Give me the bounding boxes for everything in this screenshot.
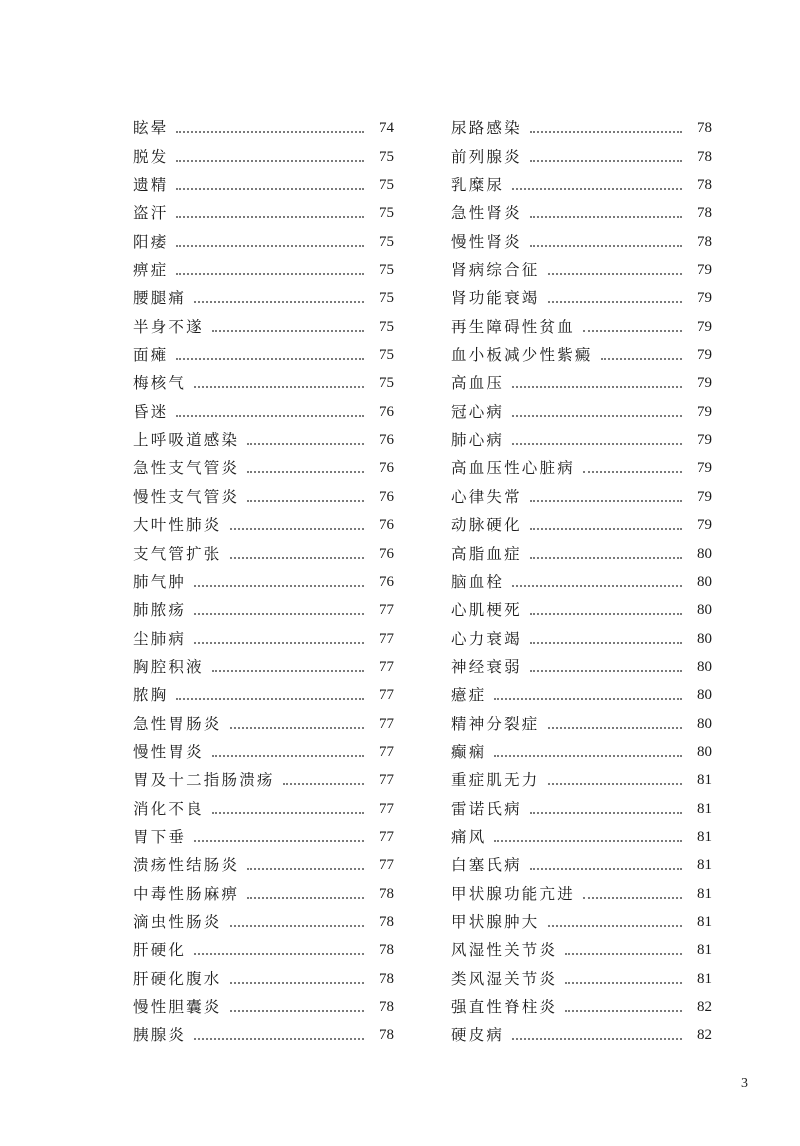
toc-entry-page: 79: [697, 403, 712, 420]
toc-entry-page: 75: [379, 347, 394, 364]
toc-entry-title: 痛风: [451, 827, 487, 846]
dot-leader: [530, 613, 682, 615]
toc-entry-page: 81: [697, 970, 712, 987]
toc-column-left: [133, 113, 394, 1048]
toc-entry[interactable]: [451, 481, 712, 509]
toc-entry-title: 肾病综合征: [451, 261, 540, 280]
toc-entry-title: 眩晕: [133, 119, 169, 138]
toc-entry-page: 76: [379, 545, 394, 562]
toc-entry[interactable]: [451, 680, 712, 708]
toc-entry[interactable]: [451, 368, 712, 396]
dot-leader: [176, 131, 364, 133]
toc-entry-page: 74: [379, 120, 394, 137]
toc-entry-page: 80: [697, 715, 712, 732]
toc-entry-title: 肺心病: [451, 431, 505, 450]
dot-leader: [583, 330, 682, 332]
toc-entry-title: 肺脓疡: [133, 601, 187, 620]
toc-entry[interactable]: [451, 170, 712, 198]
toc-entry-title: 精神分裂症: [451, 714, 540, 733]
dot-leader: [512, 415, 682, 417]
toc-entry[interactable]: [451, 708, 712, 736]
toc-entry-page: 75: [379, 262, 394, 279]
toc-entry-page: 75: [379, 148, 394, 165]
dot-leader: [212, 755, 364, 757]
toc-entry-title: 肾功能衰竭: [451, 289, 540, 308]
toc-entry[interactable]: [133, 765, 394, 793]
toc-entry[interactable]: [451, 340, 712, 368]
dot-leader: [230, 1010, 364, 1012]
toc-entry[interactable]: [133, 481, 394, 509]
toc-entry-title: 类风湿关节炎: [451, 969, 558, 988]
toc-entry[interactable]: [451, 141, 712, 169]
toc-entry[interactable]: [133, 340, 394, 368]
toc-entry-title: 半身不遂: [133, 317, 204, 336]
toc-entry-page: 82: [697, 999, 712, 1015]
toc-entry[interactable]: [133, 425, 394, 453]
dot-leader: [565, 1010, 682, 1012]
toc-entry-title: 腰腿痛: [133, 289, 187, 308]
toc-entry[interactable]: [133, 453, 394, 481]
toc-entry-title: 肺气肿: [133, 572, 187, 591]
toc-entry-title: 高血压: [451, 374, 505, 393]
page-number: 3: [741, 1076, 748, 1091]
toc-entry-page: 75: [379, 375, 394, 392]
toc-entry-title: 心肌梗死: [451, 601, 522, 620]
dot-leader: [176, 698, 364, 700]
toc-entry-page: 79: [697, 262, 712, 279]
toc-entry[interactable]: [133, 850, 394, 878]
toc-entry-title: 急性胃肠炎: [133, 714, 222, 733]
dot-leader: [247, 471, 364, 473]
toc-entry-page: 78: [697, 120, 712, 137]
dot-leader: [530, 500, 682, 502]
toc-entry-title: 癔症: [451, 686, 487, 705]
dot-leader: [530, 642, 682, 644]
toc-entry[interactable]: [451, 623, 712, 651]
toc-entry[interactable]: [133, 963, 394, 991]
toc-entry-page: 75: [379, 318, 394, 335]
toc-entry-page: 78: [697, 205, 712, 222]
dot-leader: [247, 868, 364, 870]
toc-entry-title: 甲状腺肿大: [451, 912, 540, 931]
dot-leader: [548, 727, 682, 729]
toc-entry[interactable]: [451, 992, 712, 1020]
toc-entry-page: 76: [379, 517, 394, 534]
toc-entry-title: 肝硬化腹水: [133, 969, 222, 988]
toc-entry-title: 慢性肾炎: [451, 232, 522, 251]
toc-entry-title: 脱发: [133, 147, 169, 166]
toc-entry-page: 81: [697, 913, 712, 930]
dot-leader: [176, 188, 364, 190]
dot-leader: [583, 897, 682, 899]
toc-entry-page: 75: [379, 205, 394, 222]
dot-leader: [530, 160, 682, 162]
toc-entry-page: 78: [379, 913, 394, 930]
toc-entry-title: 脑血栓: [451, 572, 505, 591]
toc-entry-title: 心力衰竭: [451, 629, 522, 648]
toc-entry[interactable]: [451, 311, 712, 339]
toc-entry-page: 82: [697, 1027, 712, 1044]
toc-entry-page: 81: [697, 800, 712, 817]
toc-entry[interactable]: [451, 226, 712, 254]
toc-entry[interactable]: [133, 935, 394, 963]
toc-entry[interactable]: [133, 623, 394, 651]
toc-entry-page: 79: [697, 347, 712, 364]
toc-entry-page: 78: [379, 999, 394, 1015]
dot-leader: [230, 727, 364, 729]
toc-entry[interactable]: [451, 935, 712, 963]
toc-entry[interactable]: [133, 283, 394, 311]
toc-entry-title: 胰腺炎: [133, 1026, 187, 1045]
toc-entry[interactable]: [451, 595, 712, 623]
toc-entry-page: 77: [379, 743, 394, 760]
dot-leader: [176, 415, 364, 417]
toc-entry-title: 乳糜尿: [451, 176, 505, 195]
toc-entry-title: 中毒性肠麻痹: [133, 884, 240, 903]
toc-entry-page: 80: [697, 602, 712, 619]
toc-entry[interactable]: [451, 850, 712, 878]
toc-entry[interactable]: [451, 283, 712, 311]
toc-entry[interactable]: [133, 878, 394, 906]
dot-leader: [230, 982, 364, 984]
dot-leader: [212, 812, 364, 814]
toc-entry[interactable]: [451, 453, 712, 481]
toc-entry-page: 79: [697, 290, 712, 307]
dot-leader: [230, 557, 364, 559]
toc-entry[interactable]: [133, 822, 394, 850]
dot-leader: [530, 812, 682, 814]
toc-entry-title: 盗汗: [133, 204, 169, 223]
toc-entry-title: 血小板减少性紫癜: [451, 346, 593, 365]
toc-entry-title: 消化不良: [133, 799, 204, 818]
toc-entry-title: 高脂血症: [451, 544, 522, 563]
toc-entry-page: 77: [379, 715, 394, 732]
toc-entry-title: 硬皮病: [451, 1026, 505, 1045]
toc-entry[interactable]: [451, 510, 712, 538]
toc-entry-title: 尘肺病: [133, 629, 187, 648]
dot-leader: [530, 868, 682, 870]
toc-entry-page: 78: [697, 233, 712, 250]
toc-entry-page: 79: [697, 375, 712, 392]
toc-entry-page: 77: [379, 800, 394, 817]
toc-entry-title: 大叶性肺炎: [133, 516, 222, 535]
dot-leader: [230, 925, 364, 927]
toc-entry[interactable]: [451, 652, 712, 680]
toc-entry-title: 阳痿: [133, 232, 169, 251]
toc-entry[interactable]: [451, 113, 712, 141]
dot-leader: [194, 953, 364, 955]
toc-entry-page: 80: [697, 743, 712, 760]
toc-entry[interactable]: [451, 425, 712, 453]
toc-entry-page: 78: [379, 942, 394, 959]
toc-entry-title: 高血压性心脏病: [451, 459, 575, 478]
toc-entry-page: 78: [697, 148, 712, 165]
toc-entry-page: 81: [697, 828, 712, 845]
toc-entry-title: 白塞氏病: [451, 856, 522, 875]
toc-column-right: [451, 113, 712, 1048]
toc-entry[interactable]: [133, 113, 394, 141]
toc-entry-page: 77: [379, 602, 394, 619]
toc-entry-page: 78: [379, 1027, 394, 1044]
toc-entry-title: 胃下垂: [133, 827, 187, 846]
dot-leader: [194, 840, 364, 842]
toc-entry-page: 76: [379, 488, 394, 505]
dot-leader: [530, 131, 682, 133]
toc-entry[interactable]: [133, 198, 394, 226]
toc-entry-title: 遗精: [133, 176, 169, 195]
toc-entry-title: 支气管扩张: [133, 544, 222, 563]
toc-entry-title: 滴虫性肠炎: [133, 912, 222, 931]
dot-leader: [176, 245, 364, 247]
toc-entry-title: 慢性支气管炎: [133, 487, 240, 506]
dot-leader: [194, 613, 364, 615]
toc-entry[interactable]: [133, 595, 394, 623]
dot-leader: [548, 301, 682, 303]
dot-leader: [230, 528, 364, 530]
dot-leader: [565, 982, 682, 984]
dot-leader: [176, 273, 364, 275]
toc-entry-page: 76: [379, 573, 394, 590]
toc-entry-page: 78: [379, 970, 394, 987]
dot-leader: [583, 471, 682, 473]
toc-entry-page: 77: [379, 828, 394, 845]
toc-entry-page: 80: [697, 630, 712, 647]
toc-entry-title: 昏迷: [133, 402, 169, 421]
dot-leader: [530, 557, 682, 559]
toc-entry[interactable]: [133, 907, 394, 935]
dot-leader: [530, 670, 682, 672]
toc-entry-title: 再生障碍性贫血: [451, 317, 575, 336]
toc-entry-title: 溃疡性结肠炎: [133, 856, 240, 875]
toc-entry-page: 80: [697, 545, 712, 562]
toc-entry[interactable]: [451, 822, 712, 850]
toc-entry-page: 76: [379, 403, 394, 420]
toc-entry[interactable]: [451, 765, 712, 793]
dot-leader: [512, 585, 682, 587]
toc-entry[interactable]: [133, 141, 394, 169]
toc-entry[interactable]: [133, 538, 394, 566]
toc-entry[interactable]: [451, 538, 712, 566]
toc-entry[interactable]: [451, 396, 712, 424]
dot-leader: [512, 188, 682, 190]
toc-entry[interactable]: [133, 737, 394, 765]
dot-leader: [494, 840, 682, 842]
toc-entry[interactable]: [133, 255, 394, 283]
dot-leader: [565, 953, 682, 955]
dot-leader: [176, 358, 364, 360]
toc-entry[interactable]: [451, 198, 712, 226]
toc-entry-title: 癫痫: [451, 742, 487, 761]
toc-entry[interactable]: [133, 680, 394, 708]
toc-entry-page: 78: [697, 177, 712, 194]
toc-entry-title: 甲状腺功能亢进: [451, 884, 575, 903]
toc-entry[interactable]: [451, 963, 712, 991]
toc-entry-page: 77: [379, 658, 394, 675]
toc-entry[interactable]: [133, 226, 394, 254]
toc-entry-page: 81: [697, 857, 712, 874]
toc-entry[interactable]: [133, 652, 394, 680]
toc-entry[interactable]: [133, 708, 394, 736]
toc-entry-title: 强直性脊柱炎: [451, 998, 558, 1016]
dot-leader: [512, 443, 682, 445]
toc-entry[interactable]: [133, 368, 394, 396]
toc-entry[interactable]: [451, 255, 712, 283]
dot-leader: [512, 1038, 682, 1040]
toc-entry-page: 75: [379, 233, 394, 250]
toc-entry[interactable]: [451, 567, 712, 595]
toc-entry-title: 前列腺炎: [451, 147, 522, 166]
toc-entry-page: 79: [697, 432, 712, 449]
toc-entry-page: 75: [379, 290, 394, 307]
toc-entry-page: 79: [697, 488, 712, 505]
toc-entry-title: 冠心病: [451, 402, 505, 421]
toc-entry-title: 慢性胆囊炎: [133, 998, 222, 1016]
toc-entry-title: 重症肌无力: [451, 771, 540, 790]
toc-entry[interactable]: [133, 1020, 394, 1048]
toc-entry-title: 面瘫: [133, 346, 169, 365]
dot-leader: [176, 216, 364, 218]
toc-entry-page: 79: [697, 517, 712, 534]
toc-entry[interactable]: [451, 878, 712, 906]
toc-entry[interactable]: [451, 907, 712, 935]
toc-entry-page: 80: [697, 658, 712, 675]
toc-entry-title: 雷诺氏病: [451, 799, 522, 818]
toc-entry-title: 神经衰弱: [451, 657, 522, 676]
dot-leader: [194, 386, 364, 388]
toc-entry-title: 慢性胃炎: [133, 742, 204, 761]
dot-leader: [247, 500, 364, 502]
toc-entry[interactable]: [133, 510, 394, 538]
toc-entry-title: 梅核气: [133, 374, 187, 393]
dot-leader: [283, 783, 364, 785]
dot-leader: [212, 330, 364, 332]
toc-entry[interactable]: [133, 396, 394, 424]
toc-entry-title: 动脉硬化: [451, 516, 522, 535]
toc-entry[interactable]: [133, 170, 394, 198]
toc-entry-page: 79: [697, 318, 712, 335]
toc-entry-title: 风湿性关节炎: [451, 941, 558, 960]
toc-entry[interactable]: [133, 793, 394, 821]
toc-entry-page: 77: [379, 772, 394, 789]
toc-entry[interactable]: [133, 311, 394, 339]
toc-entry-title: 胃及十二指肠溃疡: [133, 771, 275, 790]
dot-leader: [494, 755, 682, 757]
toc-entry-title: 急性支气管炎: [133, 459, 240, 478]
dot-leader: [494, 698, 682, 700]
toc-entry[interactable]: [133, 567, 394, 595]
toc-entry[interactable]: [451, 793, 712, 821]
toc-entry-page: 77: [379, 687, 394, 704]
toc-entry[interactable]: [451, 737, 712, 765]
toc-entry-title: 肝硬化: [133, 941, 187, 960]
toc-entry-title: 脓胸: [133, 686, 169, 705]
toc-entry-title: 胸腔积液: [133, 657, 204, 676]
dot-leader: [194, 642, 364, 644]
toc-entry[interactable]: [133, 992, 394, 1020]
dot-leader: [601, 358, 682, 360]
dot-leader: [194, 1038, 364, 1040]
toc-entry-page: 76: [379, 460, 394, 477]
toc-entry-page: 81: [697, 772, 712, 789]
toc-entry-page: 80: [697, 687, 712, 704]
dot-leader: [530, 528, 682, 530]
toc-entry-title: 上呼吸道感染: [133, 431, 240, 450]
toc-entry[interactable]: [451, 1020, 712, 1048]
toc-entry-page: 75: [379, 177, 394, 194]
dot-leader: [176, 160, 364, 162]
dot-leader: [530, 216, 682, 218]
toc-entry-page: 78: [379, 885, 394, 902]
dot-leader: [548, 273, 682, 275]
dot-leader: [548, 925, 682, 927]
dot-leader: [194, 585, 364, 587]
toc-entry-title: 急性肾炎: [451, 204, 522, 223]
dot-leader: [212, 670, 364, 672]
toc-entry-page: 80: [697, 573, 712, 590]
toc-entry-page: 77: [379, 630, 394, 647]
dot-leader: [247, 443, 364, 445]
toc-entry-title: 心律失常: [451, 487, 522, 506]
dot-leader: [194, 301, 364, 303]
toc-entry-page: 81: [697, 885, 712, 902]
toc-entry-title: 尿路感染: [451, 119, 522, 138]
dot-leader: [247, 897, 364, 899]
dot-leader: [530, 245, 682, 247]
dot-leader: [512, 386, 682, 388]
dot-leader: [548, 783, 682, 785]
toc-entry-page: 77: [379, 857, 394, 874]
toc-entry-page: 79: [697, 460, 712, 477]
toc-entry-page: 81: [697, 942, 712, 959]
toc-entry-page: 76: [379, 432, 394, 449]
toc-entry-title: 痹症: [133, 261, 169, 280]
